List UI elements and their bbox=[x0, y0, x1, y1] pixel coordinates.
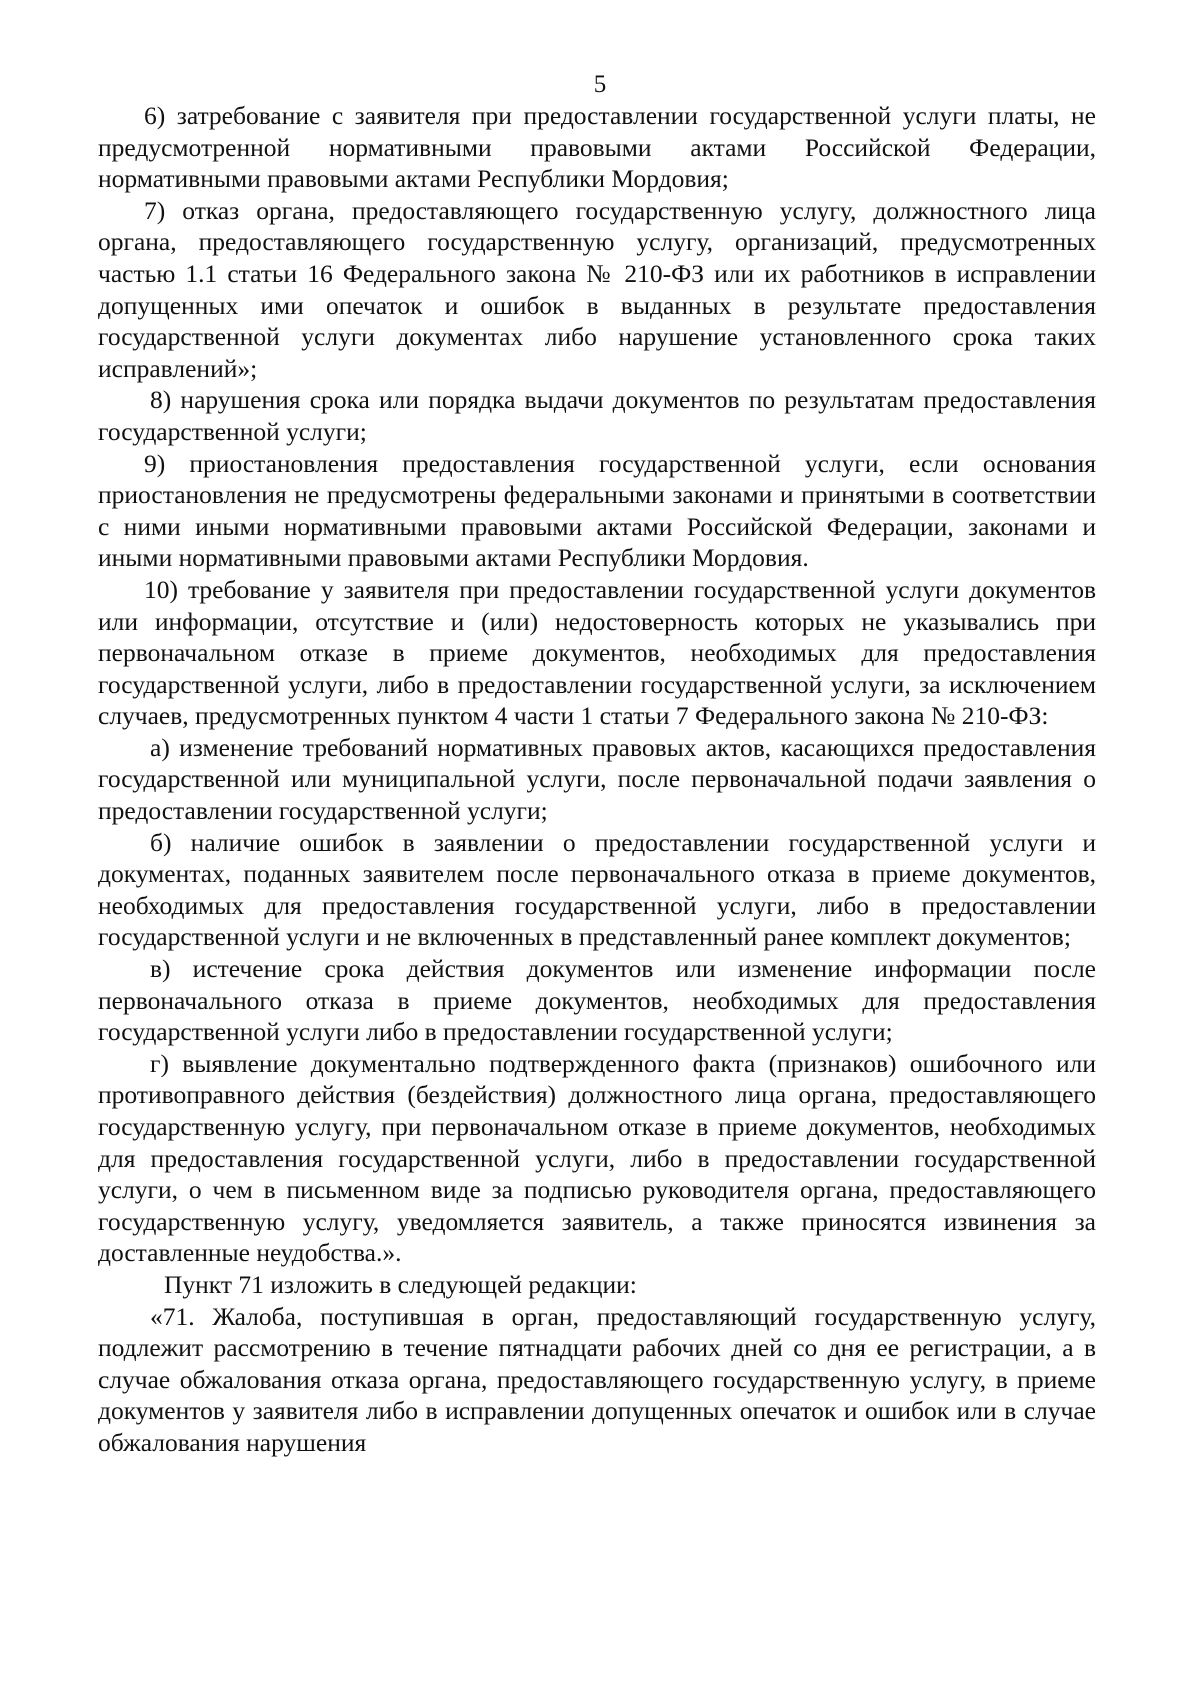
paragraph-subitem-b: б) наличие ошибок в заявлении о предоставлении государственной услуги и документах, поданных заявителем после первоначального отказа в приеме документов, необходимых для предоставления государственной услуги, либо в предоставлении государственной услуги и не включенных в представленный ранее комплект документов; bbox=[98, 827, 1096, 952]
paragraph-instruction: Пункт 71 изложить в следующей редакции: bbox=[164, 1269, 637, 1299]
page-number: 5 bbox=[593, 71, 607, 98]
paragraph-subitem-v: в) истечение срока действия документов или изменение информации после первоначального отказа в приеме документов, необходимых для предоставления государственной услуги либо в предоставлении государственной услуги; bbox=[98, 954, 1096, 1047]
paragraph-subitem-g: г) выявление документально подтвержденного факта (признаков) ошибочного или противоправного действия (бездействия) должностного лица органа, предоставляющего государственную услугу, при первоначальном отказе в приеме документов, необходимых для предоставления государственной услуги, либо в предоставлении государственной услуги, о чем в письменном виде за подписью руководителя органа, предоставляющего государственную услугу, уведомляется заявитель, а также приносятся извинения за доставленные неудобства.». bbox=[98, 1048, 1096, 1268]
document-body bbox=[98, 100, 1096, 1459]
paragraph-item-6: 6) затребование с заявителя при предоставлении государственной услуги платы, не предусмотренной нормативными правовыми актами Российской Федерации, нормативными правовыми актами Республики Мордовия; bbox=[98, 101, 1096, 194]
paragraph-item-71: «71. Жалоба, поступившая в орган, предоставляющий государственную услугу, подлежит рассмотрению в течение пятнадцати рабочих дней со дня ее регистрации, а в случае обжалования отказа органа, предоставляющего государственную услугу, в приеме документов у заявителя либо в исправлении допущенных опечаток и ошибок или в случае обжалования нарушения bbox=[98, 1301, 1096, 1457]
paragraph-subitem-a: а) изменение требований нормативных правовых актов, касающихся предоставления государственной или муниципальной услуги, после первоначальной подачи заявления о предоставлении государственной услуги; bbox=[98, 732, 1096, 826]
paragraph-item-10: 10) требование у заявителя при предоставлении государственной услуги документов или информации, отсутствие и (или) недостоверность которых не указывались при первоначальном отказе в приеме документов, необходимых для предоставления государственной услуги, либо в предоставлении государственной услуги, за исключением случаев, предусмотренных пунктом 4 части 1 статьи 7 Федерального закона № 210-ФЗ: bbox=[98, 574, 1096, 731]
paragraph-item-9: 9) приостановления предоставления государственной услуги, если основания приостановления не предусмотрены федеральными законами и принятыми в соответствии с ними иными нормативными правовыми актами Российской Федерации, законами и иными нормативными правовыми актами Республики Мордовия. bbox=[98, 448, 1096, 573]
paragraph-item-8: 8) нарушения срока или порядка выдачи документов по результатам предоставления государственной услуги; bbox=[98, 385, 1096, 446]
paragraph-item-7: 7) отказ органа, предоставляющего государственную услугу, должностного лица органа, предоставляющего государственную услугу, организаций, предусмотренных частью 1.1 статьи 16 Федерального закона № 210-ФЗ или их работников в исправлении допущенных ими опечаток и ошибок в выданных в результате предоставления государственной услуги документах либо нарушение установленного срока таких исправлений»; bbox=[98, 195, 1096, 383]
